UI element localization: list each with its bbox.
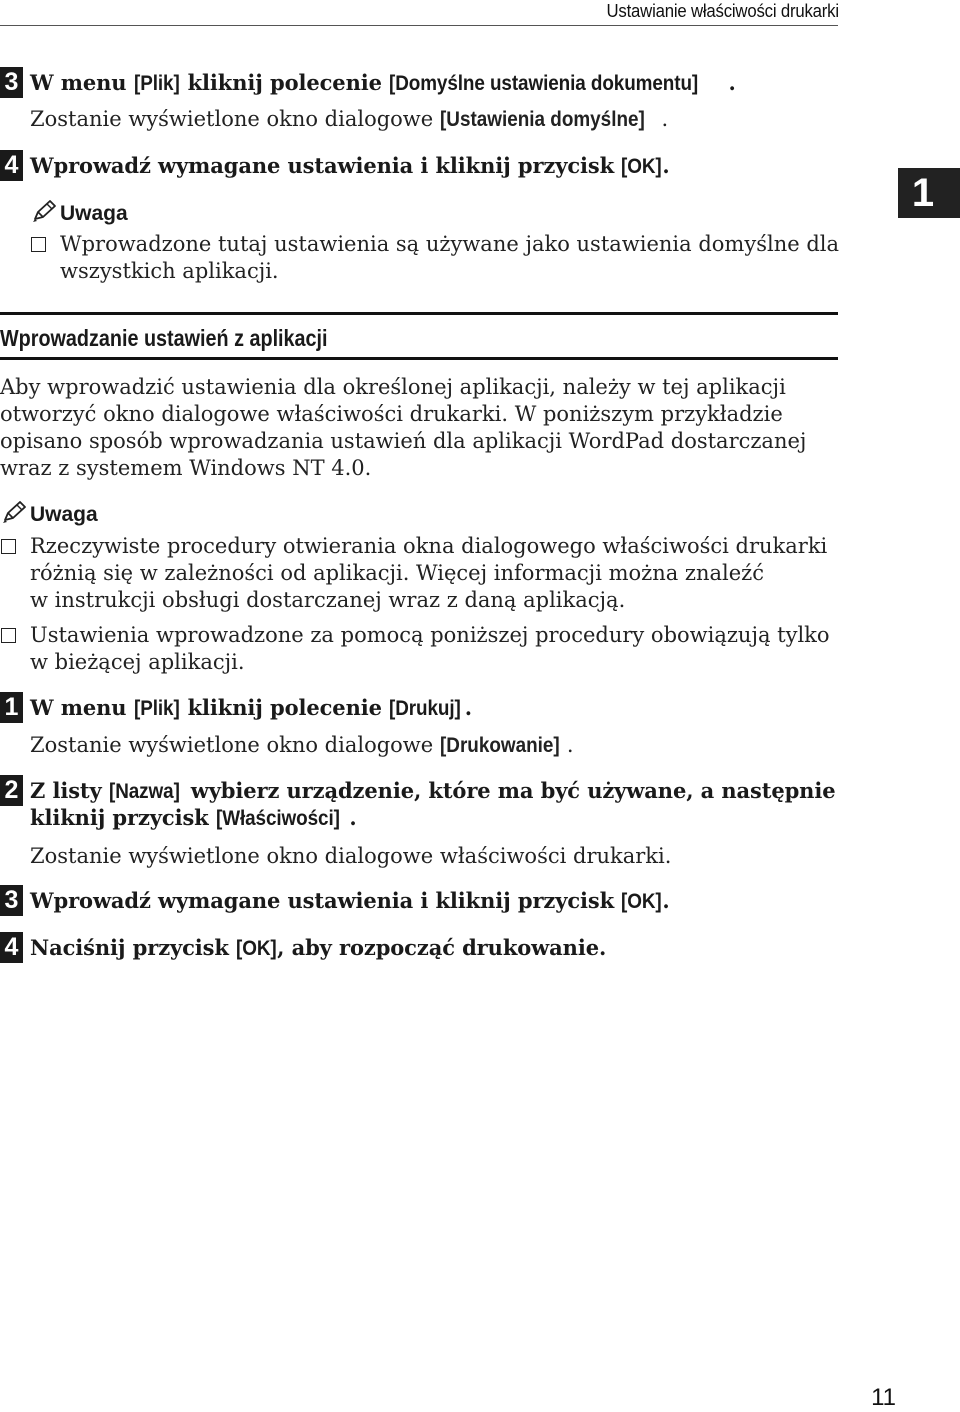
paragraph-line: otworzyć okno dialogowe właściwości drukarki. W poniższym przykładzie [0,402,783,426]
section-rule-top [0,312,838,315]
step-instruction: Wprowadź wymagane ustawienia i kliknij przycisk [OK]. [30,153,670,178]
menu-command-reference: [Domyślne ustawienia dokumentu] [389,72,699,95]
button-reference: [OK] [621,890,662,913]
step-result: Zostanie wyświetlone okno dialogowe właściwości drukarki. [30,844,672,868]
step-number-badge: 3 [0,67,23,98]
step-result: Zostanie wyświetlone okno dialogowe [Drukowanie] . [30,733,574,757]
note-text-line: Rzeczywiste procedury otwierania okna dialogowego właściwości drukarki [30,534,828,558]
note-text-line: w bieżącej aplikacji. [30,650,245,674]
step-result: Zostanie wyświetlone okno dialogowe [Ustawienia domyślne] . [30,107,669,131]
checkbox-bullet-icon [31,237,46,252]
menu-reference: [Plik] [133,72,180,95]
menu-reference: [Plik] [133,697,180,720]
chapter-tab: 1 [898,168,960,218]
pencil-note-icon [1,500,27,524]
pencil-note-icon [31,199,57,223]
note-text-line: Wprowadzone tutaj ustawienia są używane jako ustawienia domyślne dla [60,232,840,256]
step-instruction: kliknij przycisk [Właściwości] . [30,805,357,830]
header-rule [0,25,838,26]
note-text-line: w instrukcji obsługi dostarczanej wraz z daną aplikacją. [30,588,626,612]
note-heading: Uwaga [60,202,128,225]
step-number-badge: 3 [0,885,23,916]
note-heading: Uwaga [30,503,98,526]
note-text-line: Ustawienia wprowadzone za pomocą poniższej procedury obowiązują tylko [30,623,830,647]
step-number-badge: 4 [0,150,23,181]
step-instruction: Wprowadź wymagane ustawienia i kliknij przycisk [OK]. [30,888,670,913]
running-header-title: Ustawianie właściwości drukarki [606,1,839,21]
section-title: Wprowadzanie ustawień z aplikacji [0,325,328,351]
button-reference: [OK] [621,155,662,178]
dialog-reference: [Drukowanie] [439,734,560,757]
step-number-badge: 1 [0,692,23,723]
step-instruction: W menu [Plik] kliknij polecenie [Drukuj] . [30,695,473,720]
paragraph-line: opisano sposób wprowadzania ustawień dla aplikacji WordPad dostarczanej [0,429,807,453]
page-number: 11 [871,1384,896,1411]
menu-command-reference: [Drukuj] [389,697,461,720]
section-rule-bottom [0,357,838,360]
button-reference: [Właściwości] [215,807,340,830]
paragraph-line: wraz z systemem Windows NT 4.0. [0,456,372,480]
paragraph-line: Aby wprowadzić ustawienia dla określonej aplikacji, należy w tej aplikacji [0,375,786,399]
list-reference: [Nazwa] [108,780,180,803]
button-reference: [OK] [236,937,277,960]
step-instruction: Z listy [Nazwa] wybierz urządzenie, które ma być używane, a następnie [30,778,836,803]
note-text-line: różnią się w zależności od aplikacji. Więcej informacji można znaleźć [30,561,765,585]
step-number-badge: 4 [0,932,23,963]
dialog-reference: [Ustawienia domyślne] [439,108,645,131]
checkbox-bullet-icon [1,539,16,554]
step-number-badge: 2 [0,775,23,806]
step-instruction: Naciśnij przycisk [OK], aby rozpocząć drukowanie. [30,935,607,960]
note-text-line: wszystkich aplikacji. [60,259,279,283]
checkbox-bullet-icon [1,628,16,643]
step-instruction: W menu [Plik] kliknij polecenie [Domyślne ustawienia dokumentu] . [30,70,736,95]
